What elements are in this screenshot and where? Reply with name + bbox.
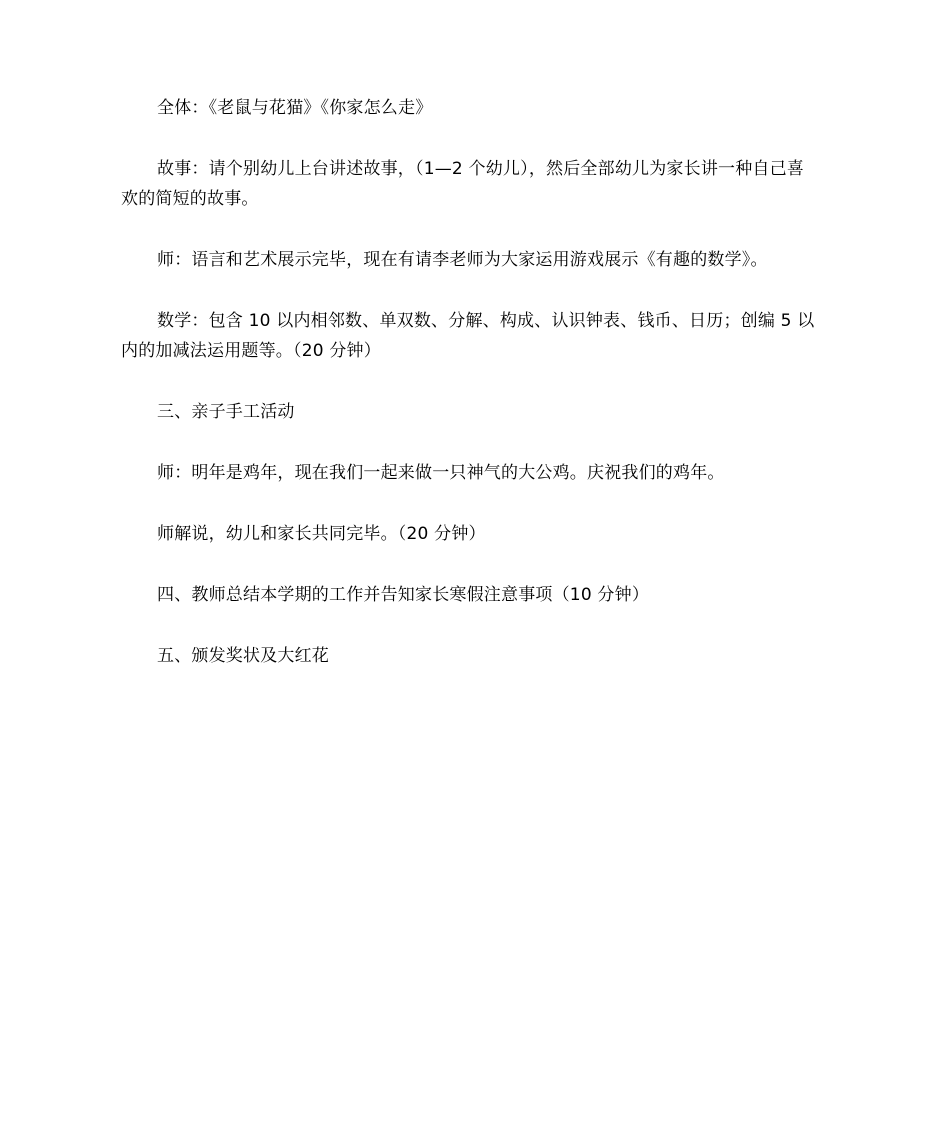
paragraph-teacher-rooster: 师：明年是鸡年，现在我们一起来做一只神气的大公鸡。庆祝我们的鸡年。 — [157, 463, 725, 483]
section-heading-handcraft: 三、亲子手工活动 — [157, 402, 295, 422]
paragraph-all-songs: 全体：《老鼠与花猫》《你家怎么走》 — [157, 98, 433, 118]
section-heading-awards: 五、颁发奖状及大红花 — [157, 646, 329, 666]
paragraph-explanation: 师解说，幼儿和家长共同完毕。（20 分钟） — [157, 524, 486, 544]
paragraph-story: 故事：请个别幼儿上台讲述故事，（1—2 个幼儿），然后全部幼儿为家长讲一种自己喜欢的简短的故事。 — [121, 159, 805, 209]
paragraph-math: 数学：包含 10 以内相邻数、单双数、分解、构成、认识钟表、钱币、日历；创编 5 以内的加减法运用题等。（20 分钟） — [121, 311, 815, 361]
section-heading-summary: 四、教师总结本学期的工作并告知家长寒假注意事项（10 分钟） — [157, 585, 650, 605]
paragraph-teacher-intro-math: 师：语言和艺术展示完毕，现在有请李老师为大家运用游戏展示《有趣的数学》。 — [157, 250, 768, 270]
document-body — [121, 93, 821, 702]
